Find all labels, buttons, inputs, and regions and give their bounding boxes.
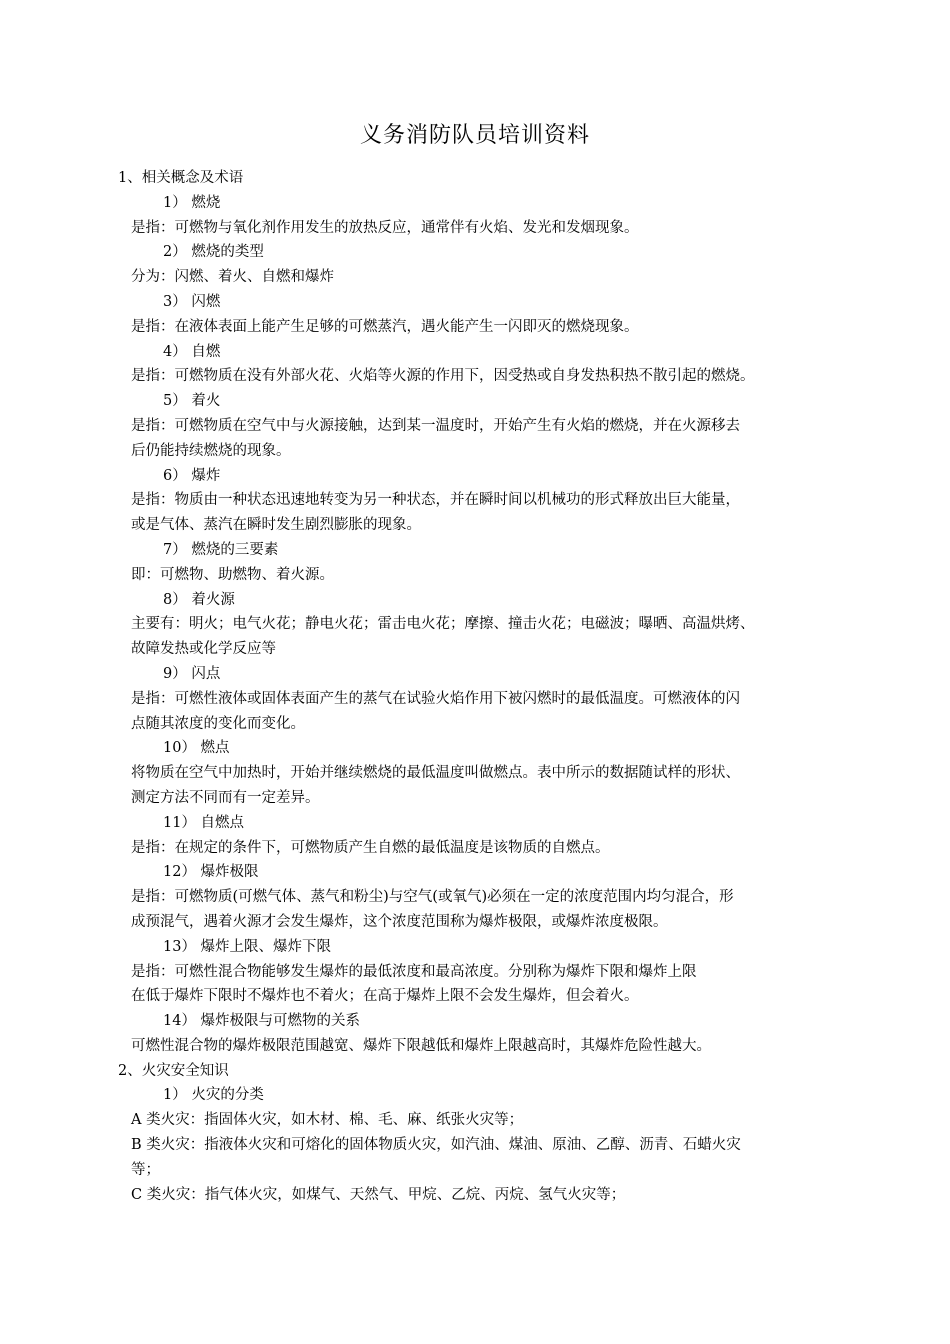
subheading: 7） 燃烧的三要素 <box>163 541 279 558</box>
paragraph-line: 等； <box>131 1161 160 1178</box>
paragraph-line: 是指：可燃性混合物能够发生爆炸的最低浓度和最高浓度。分别称为爆炸下限和爆炸上限 <box>131 963 697 980</box>
subheading: 10） 燃点 <box>163 740 230 757</box>
subheading: 8） 着火源 <box>163 591 235 608</box>
subheading: 5） 着火 <box>163 393 221 410</box>
subheading: 3） 闪燃 <box>163 293 221 310</box>
paragraph-line: 是指：可燃物质(可燃气体、蒸气和粉尘)与空气(或氧气)必须在一定的浓度范围内均匀混合，形 <box>131 889 734 906</box>
subheading: 1） 火灾的分类 <box>163 1087 264 1104</box>
paragraph-line: 后仍能持续燃烧的现象。 <box>131 442 291 459</box>
paragraph-line: 是指：可燃物质在没有外部火花、火焰等火源的作用下，因受热或自身发热积热不散引起的燃烧。 <box>131 368 755 385</box>
subheading: 1） 燃烧 <box>163 194 221 211</box>
subheading: 2） 燃烧的类型 <box>163 244 264 261</box>
section-heading: 1、相关概念及术语 <box>118 170 244 186</box>
paragraph-line: 点随其浓度的变化而变化。 <box>131 715 305 732</box>
paragraph-line: 即：可燃物、助燃物、着火源。 <box>131 566 334 583</box>
paragraph-line: 或是气体、蒸汽在瞬时发生剧烈膨胀的现象。 <box>131 517 421 534</box>
subheading: 11） 自燃点 <box>163 814 245 831</box>
document-body <box>118 166 834 1207</box>
subheading: 12） 爆炸极限 <box>163 864 259 881</box>
paragraph-line: B 类火灾：指液体火灾和可熔化的固体物质火灾，如汽油、煤油、原油、乙醇、沥青、石蜡火灾 <box>131 1137 741 1154</box>
subheading: 13） 爆炸上限、爆炸下限 <box>163 938 332 955</box>
paragraph-line: C 类火灾：指气体火灾，如煤气、天然气、甲烷、乙烷、丙烷、氢气火灾等； <box>131 1186 626 1203</box>
paragraph-line: 在低于爆炸下限时不爆炸也不着火；在高于爆炸上限不会发生爆炸，但会着火。 <box>131 988 639 1005</box>
paragraph-line: A 类火灾：指固体火灾，如木材、棉、毛、麻、纸张火灾等； <box>131 1112 524 1129</box>
subheading: 14） 爆炸极限与可燃物的关系 <box>163 1013 361 1030</box>
paragraph-line: 成预混气，遇着火源才会发生爆炸，这个浓度范围称为爆炸极限，或爆炸浓度极限。 <box>131 913 668 930</box>
paragraph-line: 可燃性混合物的爆炸极限范围越宽、爆炸下限越低和爆炸上限越高时，其爆炸危险性越大。 <box>131 1037 711 1054</box>
section-heading: 2、火灾安全知识 <box>118 1062 229 1079</box>
paragraph-line: 是指：物质由一种状态迅速地转变为另一种状态，并在瞬时间以机械功的形式释放出巨大能量， <box>131 492 740 509</box>
paragraph-line: 故障发热或化学反应等 <box>131 641 276 658</box>
paragraph-line: 是指：可燃性液体或固体表面产生的蒸气在试验火焰作用下被闪燃时的最低温度。可燃液体的闪 <box>131 690 740 707</box>
paragraph-line: 测定方法不同而有一定差异。 <box>131 789 320 806</box>
subheading: 6） 爆炸 <box>163 467 221 484</box>
paragraph-line: 主要有：明火；电气火花；静电火花；雷击电火花；摩擦、撞击火花；电磁波；曝晒、高温烘烤、 <box>131 616 755 633</box>
subheading: 9） 闪点 <box>163 665 221 682</box>
paragraph-line: 是指：在液体表面上能产生足够的可燃蒸汽，遇火能产生一闪即灭的燃烧现象。 <box>131 318 639 335</box>
paragraph-line: 是指：可燃物与氧化剂作用发生的放热反应，通常伴有火焰、发光和发烟现象。 <box>131 219 639 236</box>
paragraph-line: 是指：在规定的条件下，可燃物质产生自燃的最低温度是该物质的自燃点。 <box>131 839 610 856</box>
paragraph-line: 是指：可燃物质在空气中与火源接触，达到某一温度时，开始产生有火焰的燃烧，并在火源移去 <box>131 417 740 434</box>
subheading: 4） 自燃 <box>163 343 221 360</box>
document-title: 义务消防队员培训资料 <box>359 123 590 148</box>
paragraph-line: 将物质在空气中加热时，开始并继续燃烧的最低温度叫做燃点。表中所示的数据随试样的形状、 <box>131 765 740 782</box>
paragraph-line: 分为：闪燃、着火、自燃和爆炸 <box>131 269 334 286</box>
